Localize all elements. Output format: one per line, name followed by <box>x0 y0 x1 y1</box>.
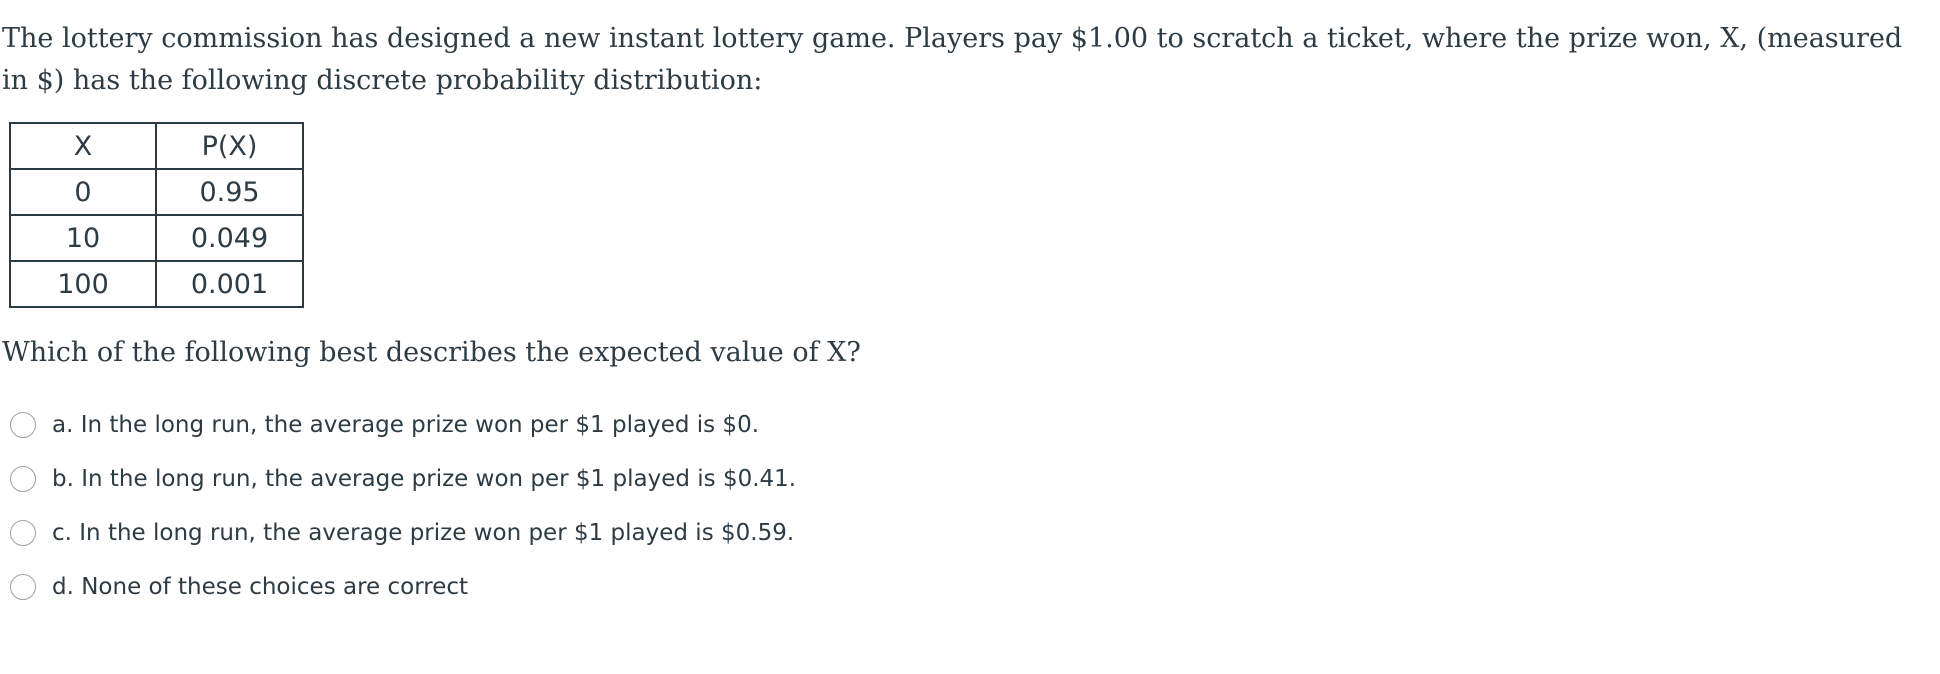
answer-label-b[interactable]: b. In the long run, the average prize won per $1 played is $0.41. <box>52 466 797 492</box>
radio-button-c[interactable] <box>10 520 36 546</box>
answer-option-c[interactable] <box>10 506 796 560</box>
table-row <box>10 261 303 307</box>
table-cell-x: 10 <box>10 215 156 261</box>
radio-button-b[interactable] <box>10 466 36 492</box>
radio-button-a[interactable] <box>10 412 36 438</box>
answer-label-c[interactable]: c. In the long run, the average prize won per $1 played is $0.59. <box>52 520 795 546</box>
table-header-x: X <box>10 123 156 169</box>
table-cell-x: 0 <box>10 169 156 215</box>
table-row <box>10 169 303 215</box>
answer-option-d[interactable] <box>10 560 796 614</box>
table-cell-px: 0.95 <box>156 169 303 215</box>
table-header-px: P(X) <box>156 123 303 169</box>
question-prompt: Which of the following best describes the expected value of X? <box>2 337 861 368</box>
table-row <box>10 215 303 261</box>
answer-label-d[interactable]: d. None of these choices are correct <box>52 574 469 600</box>
answer-label-a[interactable]: a. In the long run, the average prize won per $1 played is $0. <box>52 412 760 438</box>
answer-list <box>10 398 796 614</box>
radio-button-d[interactable] <box>10 574 36 600</box>
answer-option-a[interactable] <box>10 398 796 452</box>
table-cell-px: 0.001 <box>156 261 303 307</box>
table-header-row <box>10 123 303 169</box>
table-cell-x: 100 <box>10 261 156 307</box>
probability-table <box>9 122 304 308</box>
table-cell-px: 0.049 <box>156 215 303 261</box>
answer-option-b[interactable] <box>10 452 796 506</box>
question-text: The lottery commission has designed a new instant lottery game. Players pay $1.00 to scratch a ticket, where the prize won, X, (measured in $) has the following discrete probability distribution: <box>2 23 1903 96</box>
